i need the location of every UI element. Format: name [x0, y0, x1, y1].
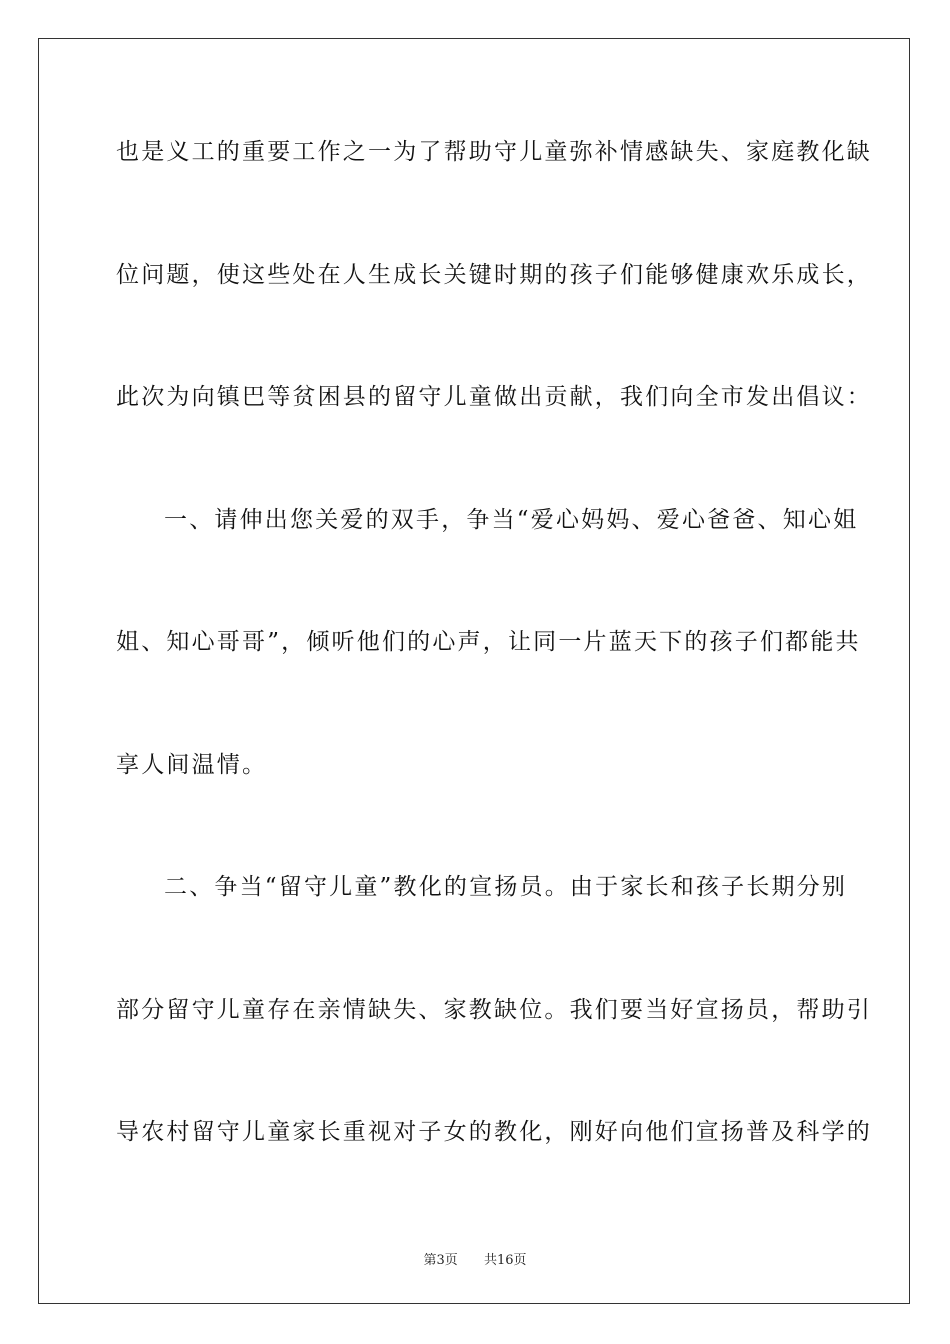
- page-total: 共16页: [484, 1253, 527, 1268]
- text-line-8: 部分留守儿童存在亲情缺失、家教缺位。我们要当好宣扬员，帮助引: [116, 996, 872, 1023]
- text-line-1: 也是义工的重要工作之一为了帮助守儿童弥补情感缺失、家庭教化缺: [116, 139, 872, 165]
- text-line-4: 一、请伸出您关爱的双手，争当“爱心妈妈、爱心爸爸、知心姐: [164, 506, 859, 533]
- text-line-9: 导农村留守儿童家长重视对子女的教化，刚好向他们宣扬普及科学的: [116, 1119, 872, 1145]
- text-line-2: 位问题，使这些处在人生成长关键时期的孩子们能够健康欢乐成长，: [116, 261, 872, 288]
- text-line-3: 此次为向镇巴等贫困县的留守儿童做出贡献，我们向全市发出倡议：: [116, 384, 872, 410]
- document-body: [116, 122, 872, 1225]
- page-number: 第3页: [423, 1253, 458, 1268]
- text-line-7: 二、争当“留守儿童”教化的宣扬员。由于家长和孩子长期分别: [164, 874, 848, 900]
- text-line-6: 享人间温情。: [116, 751, 268, 778]
- page-footer: [0, 1249, 950, 1268]
- text-line-5: 姐、知心哥哥”，倾听他们的心声，让同一片蓝天下的孩子们都能共: [116, 629, 861, 655]
